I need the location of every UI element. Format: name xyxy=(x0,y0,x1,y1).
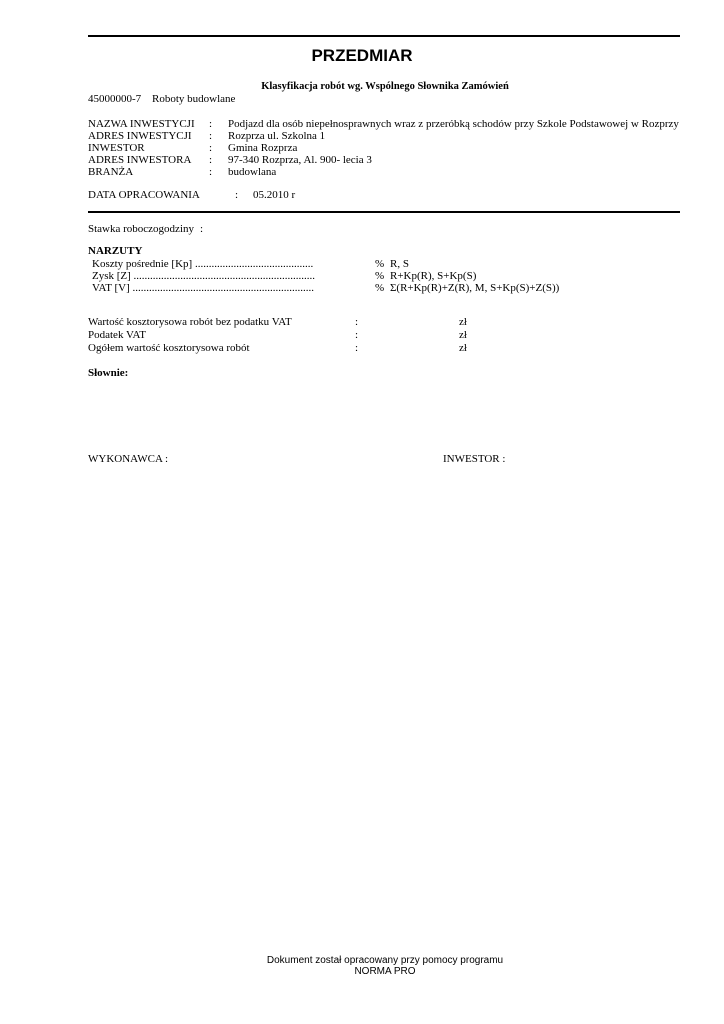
info-label-adres-inwestycji: ADRES INWESTYCJI xyxy=(88,130,192,142)
info-label-nazwa: NAZWA INWESTYCJI xyxy=(88,118,195,130)
date-value: 05.2010 r xyxy=(253,189,296,201)
info-sep: : xyxy=(209,130,213,142)
value-unit: zł xyxy=(459,342,467,354)
top-rule xyxy=(88,35,680,37)
narzut-pct: % xyxy=(375,258,385,270)
info-value-nazwa: Podjazd dla osób niepełnosprawnych wraz z przeróbką schodów przy Szkole Podstawowej w Rozprzy xyxy=(228,118,679,130)
info-value-branza: budowlana xyxy=(228,166,277,178)
narzuty-heading: NARZUTY xyxy=(88,245,143,257)
document-title: PRZEDMIAR xyxy=(311,46,413,65)
classification-heading: Klasyfikacja robót wg. Wspólnego Słownika Zamówień xyxy=(261,81,509,92)
narzut-pct: % xyxy=(375,282,385,294)
info-value-adres-inwestora: 97-340 Rozprza, Al. 900- lecia 3 xyxy=(228,154,372,166)
cpv-name: Roboty budowlane xyxy=(152,93,236,105)
info-sep: : xyxy=(209,166,213,178)
info-label-inwestor: INWESTOR xyxy=(88,142,145,154)
value-sep: : xyxy=(355,316,359,328)
narzut-label-z: Zysk [Z] .................................................................. xyxy=(92,270,316,282)
cpv-code: 45000000-7 xyxy=(88,93,142,105)
wykonawca-signature: WYKONAWCA : xyxy=(88,453,169,465)
rate-sep: : xyxy=(200,223,204,235)
footer-line-1: Dokument został opracowany przy pomocy programu xyxy=(266,955,504,966)
info-label-branza: BRANŻA xyxy=(88,166,134,178)
date-label: DATA OPRACOWANIA xyxy=(88,189,200,201)
info-value-inwestor: Gmina Rozprza xyxy=(228,142,298,154)
info-label-adres-inwestora: ADRES INWESTORA xyxy=(88,154,192,166)
narzut-pct: % xyxy=(375,270,385,282)
section-rule xyxy=(88,211,680,213)
value-label-netto: Wartość kosztorysowa robót bez podatku VAT xyxy=(88,316,292,328)
info-sep: : xyxy=(209,154,213,166)
value-label-total: Ogółem wartość kosztorysowa robót xyxy=(88,342,250,354)
value-sep: : xyxy=(355,342,359,354)
narzut-label-vat: VAT [V] .................................................................. xyxy=(92,282,315,294)
date-sep: : xyxy=(235,189,239,201)
narzut-formula-kp: R, S xyxy=(390,258,409,270)
footer-line-2: NORMA PRO xyxy=(354,966,416,977)
value-unit: zł xyxy=(459,316,467,328)
info-sep: : xyxy=(209,142,213,154)
info-sep: : xyxy=(209,118,213,130)
narzut-label-kp: Koszty pośrednie [Kp] ........................................... xyxy=(92,258,314,270)
slownie-label: Słownie: xyxy=(88,367,129,379)
info-value-adres-inwestycji: Rozprza ul. Szkolna 1 xyxy=(228,130,326,142)
narzut-formula-z: R+Kp(R), S+Kp(S) xyxy=(390,270,477,282)
value-sep: : xyxy=(355,329,359,341)
rate-label: Stawka roboczogodziny xyxy=(88,223,194,235)
narzut-formula-vat: Σ(R+Kp(R)+Z(R), M, S+Kp(S)+Z(S)) xyxy=(390,282,560,294)
inwestor-signature: INWESTOR : xyxy=(443,453,506,465)
value-unit: zł xyxy=(459,329,467,341)
value-label-vat: Podatek VAT xyxy=(88,329,146,341)
